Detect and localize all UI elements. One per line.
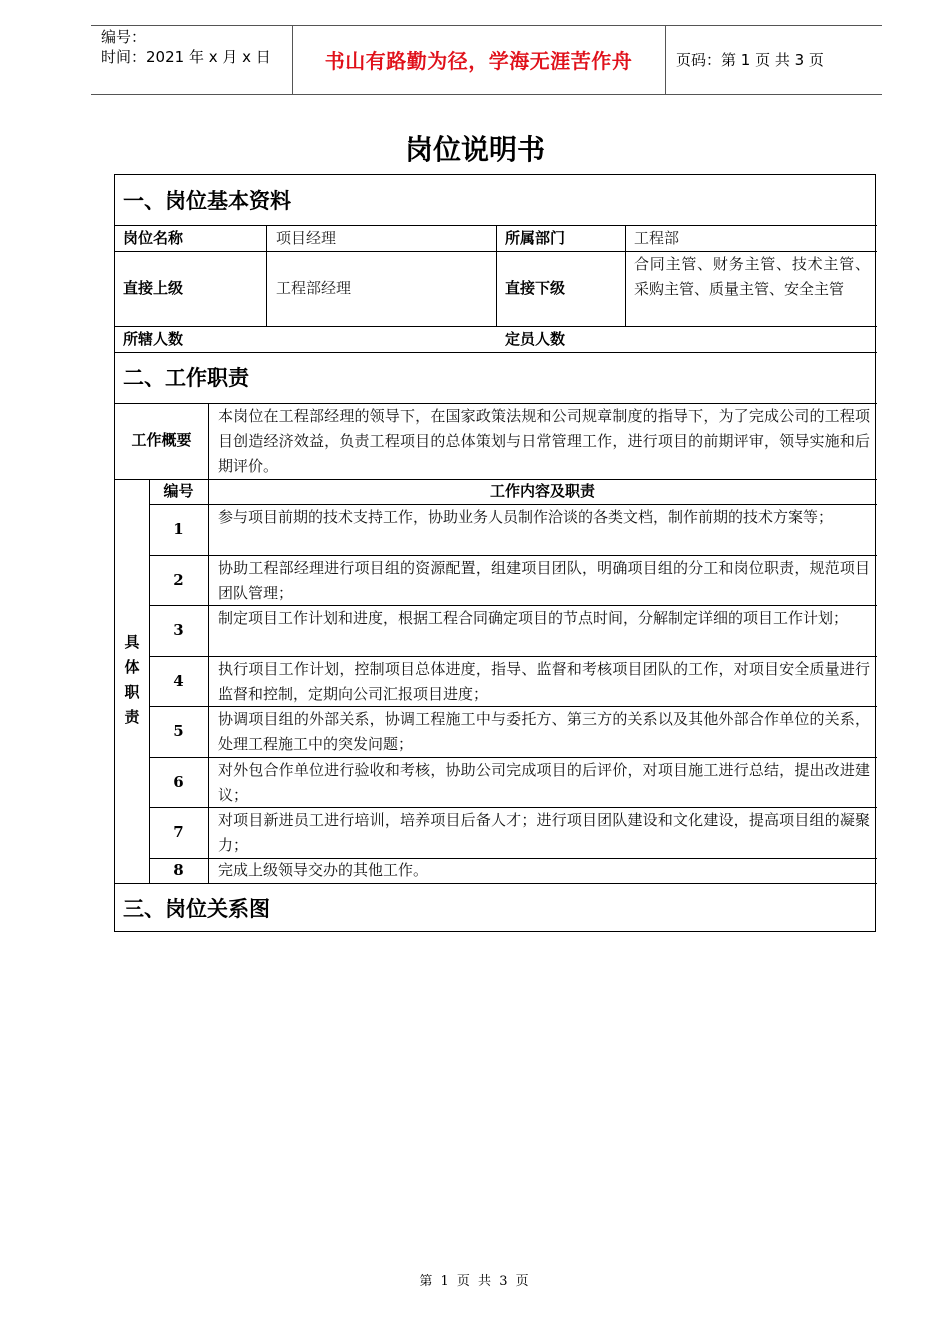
value-department: 工程部: [634, 229, 680, 247]
work-overview-text: 本岗位在工程部经理的领导下，在国家政策法规和公司规章制度的指导下，为了完成公司的工程项目创造经济效益，负责工程项目的总体策划与日常管理工作，进行项目的前期评审，领导实施和后期评价。: [218, 407, 870, 475]
duty-number: 8: [173, 861, 184, 879]
label-direct-subordinates: 直接下级: [505, 279, 566, 297]
duty-text: 对项目新进员工进行培训，培养项目后备人才；进行项目团队建设和文化建设，提高项目组的凝聚力；: [218, 811, 870, 854]
section-3-heading: 三、岗位关系图: [123, 897, 270, 921]
section-1-heading: 一、岗位基本资料: [123, 189, 291, 213]
duty-number: 4: [173, 672, 184, 690]
label-specific-duties: 具体职责: [124, 633, 140, 726]
job-description-table: [114, 174, 876, 932]
motto: 书山有路勤为径，学海无涯苦作舟: [324, 49, 633, 73]
page-info: 页码：第 1 页 共 3 页: [676, 51, 824, 69]
value-job-title: 项目经理: [276, 229, 337, 247]
duty-text: 协助工程部经理进行项目组的资源配置，组建项目团队，明确项目组的分工和岗位职责，规范项目团队管理；: [218, 559, 870, 602]
page-header: [91, 25, 882, 95]
footer-page-number: 第 1 页 共 3 页: [419, 1274, 531, 1289]
label-staffing-quota: 定员人数: [505, 330, 566, 348]
label-job-title: 岗位名称: [123, 229, 184, 247]
column-header-content: 工作内容及职责: [489, 482, 595, 500]
duty-text: 参与项目前期的技术支持工作，协助业务人员制作洽谈的各类文档，制作前期的技术方案等；: [218, 508, 834, 526]
value-direct-subordinates: 合同主管、财务主管、技术主管、采购主管、质量主管、安全主管: [634, 255, 870, 298]
header-motto-cell: [292, 26, 666, 94]
document-title: 岗位说明书: [404, 133, 545, 166]
label-headcount-managed: 所辖人数: [123, 330, 184, 348]
duty-number: 1: [173, 520, 184, 538]
serial-label: 编号：: [101, 28, 147, 46]
value-direct-superior: 工程部经理: [276, 279, 352, 297]
duty-text: 制定项目工作计划和进度，根据工程合同确定项目的节点时间，分解制定详细的项目工作计划；: [218, 609, 849, 627]
duty-number: 3: [173, 621, 184, 639]
duty-text: 协调项目组的外部关系，协调工程施工中与委托方、第三方的关系以及其他外部合作单位的关系，处理工程施工中的突发问题；: [218, 710, 870, 753]
label-direct-superior: 直接上级: [123, 279, 184, 297]
duty-number: 7: [173, 823, 184, 841]
duty-number: 6: [173, 773, 184, 791]
column-header-number: 编号: [163, 482, 194, 500]
duty-text: 完成上级领导交办的其他工作。: [218, 861, 429, 879]
section-2-heading: 二、工作职责: [123, 366, 249, 390]
label-department: 所属部门: [505, 229, 566, 247]
time-label: 时间：2021 年 x 月 x 日: [101, 48, 271, 66]
header-page-cell: [666, 26, 882, 94]
page-footer: [0, 1272, 950, 1292]
duty-number: 5: [173, 722, 184, 740]
header-meta-cell: [91, 26, 293, 94]
duty-text: 执行项目工作计划，控制项目总体进度，指导、监督和考核项目团队的工作，对项目安全质量进行监督和控制，定期向公司汇报项目进度；: [218, 660, 870, 703]
duty-text: 对外包合作单位进行验收和考核，协助公司完成项目的后评价，对项目施工进行总结，提出改进建议；: [218, 761, 870, 804]
label-work-overview: 工作概要: [131, 431, 192, 449]
duty-number: 2: [173, 571, 184, 589]
